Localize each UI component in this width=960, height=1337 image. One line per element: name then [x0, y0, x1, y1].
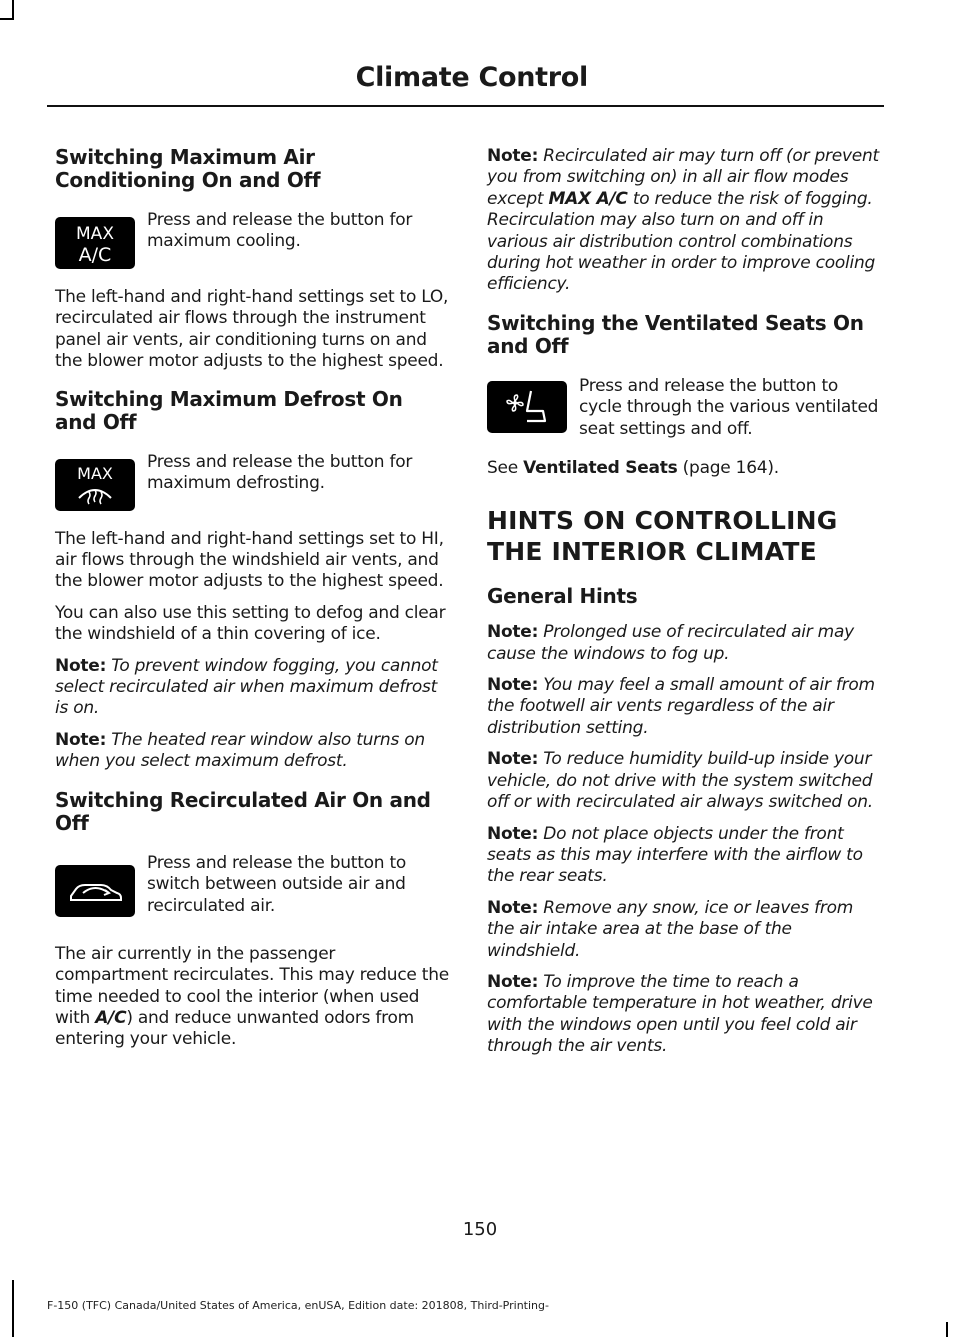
- footer-edition-info: F-150 (TFC) Canada/United States of America, enUSA, Edition date: 201808, Third-Printing-: [47, 1299, 549, 1312]
- note-text: Remove any snow, ice or leaves from the air intake area at the base of the windshield.: [487, 897, 854, 961]
- note-text: You may feel a small amount of air from the footwell air vents regardless of the air distribution setting.: [487, 675, 875, 738]
- crop-mark-bottom-right: [946, 1322, 948, 1337]
- max-defrost-row: [55, 452, 449, 516]
- note-text-after: to reduce the risk of fogging. Recirculation may also turn on and off in various air distribution control combinations during hot weather in order to improve cooling efficiency.: [487, 188, 876, 295]
- max-ac-paragraph: The left-hand and right-hand settings set to LO, recirculated air flows through the instrument panel air vents, air conditioning turns on and the blower motor adjusts to the highest speed.: [55, 287, 449, 372]
- crop-mark-top-left-h: [0, 18, 14, 20]
- general-note: [487, 898, 881, 962]
- max-ac-icon-line2: A/C: [78, 244, 112, 266]
- max-defrost-note-2: [55, 730, 449, 773]
- crop-mark-top-left: [12, 0, 14, 20]
- crop-mark-bottom-left: [12, 1280, 14, 1337]
- general-note: [487, 824, 881, 888]
- recirc-para-ac: A/C: [95, 1007, 127, 1028]
- ventilated-icon-text: Press and release the button to cycle through the various ventilated seat settings and off.: [579, 375, 879, 439]
- page-title: Climate Control: [355, 62, 588, 93]
- max-ac-icon-text: Press and release the button for maximum cooling.: [147, 210, 413, 252]
- note-label: Note:: [487, 749, 539, 770]
- note-text: Prolonged use of recirculated air may cause the windows to fog up.: [487, 622, 854, 664]
- ventilated-row: [487, 376, 881, 446]
- note-label: Note:: [487, 823, 539, 844]
- max-defrost-heading: Switching Maximum Defrost On and Off: [55, 386, 403, 434]
- ventilated-heading: Switching the Ventilated Seats On and Off: [487, 310, 864, 358]
- note-text: The heated rear window also turns on when you select maximum defrost.: [55, 729, 425, 772]
- note-label: Note:: [55, 655, 107, 676]
- max-defrost-note-1: [55, 656, 449, 720]
- max-defrost-icon-label: MAX: [77, 463, 113, 483]
- max-defrost-paragraph-2: You can also use this setting to defog and clear the windshield of a thin covering of ice.: [55, 602, 446, 645]
- max-ac-row: [55, 210, 449, 274]
- page-number: 150: [462, 1219, 498, 1240]
- general-note: [487, 972, 881, 1058]
- note-text: To prevent window fogging, you cannot select recirculated air when maximum defrost is on.: [55, 655, 438, 719]
- ventilated-seat-icon: [487, 381, 567, 433]
- right-column: [487, 146, 881, 1068]
- general-note: [487, 622, 881, 665]
- max-defrost-paragraph-1: The left-hand and right-hand settings set to HI, air flows through the windshield air vents, and the blower motor adjusts to the highest speed.: [55, 528, 444, 592]
- header-divider: [47, 105, 884, 107]
- note-label: Note:: [487, 675, 539, 696]
- note-text: To reduce humidity build-up inside your vehicle, do not drive with the system switched off or with recirculated air always switched on.: [487, 749, 873, 813]
- max-defrost-icon-text: Press and release the button for maximum defrosting.: [147, 451, 413, 494]
- general-hints-heading: General Hints: [487, 584, 638, 609]
- note-text-max-ac: MAX A/C: [548, 188, 628, 209]
- recirc-paragraph: [55, 944, 449, 1051]
- see-suffix: (page 164).: [682, 457, 779, 478]
- see-prefix: See: [487, 457, 518, 478]
- max-ac-heading: Switching Maximum Air Conditioning On and Off: [55, 145, 321, 192]
- max-defrost-icon: [55, 459, 135, 511]
- general-hints-notes: [487, 622, 881, 1057]
- note-label: Note:: [487, 622, 539, 643]
- ventilated-see: [487, 458, 881, 479]
- general-note: [487, 749, 881, 813]
- general-note: [487, 675, 881, 739]
- note-text: Do not place objects under the front seats as this may interfere with the airflow to the rear seats.: [487, 823, 863, 887]
- recirc-para-after: ) and reduce unwanted odors from entering your vehicle.: [55, 1007, 414, 1050]
- recirc-row: [55, 853, 449, 931]
- recirc-icon-text: Press and release the button to switch between outside air and recirculated air.: [147, 852, 407, 916]
- left-column: [55, 146, 449, 1061]
- recirc-icon: [55, 865, 135, 917]
- note-text: To improve the time to reach a comfortable temperature in hot weather, drive with the windows open until you feel cold air through the air vents.: [487, 971, 873, 1057]
- note-label: Note:: [487, 897, 539, 918]
- note-label: Note:: [487, 146, 539, 166]
- max-ac-icon: [55, 217, 135, 269]
- ventilated-seats-link[interactable]: Ventilated Seats: [523, 457, 678, 478]
- recirc-heading: Switching Recirculated Air On and Off: [55, 787, 431, 835]
- note-text-before: Recirculated air may turn off (or prevent you from switching on) in all air flow modes except: [487, 146, 879, 209]
- note-label: Note:: [487, 971, 539, 992]
- section-heading: HINTS ON CONTROLLING THE INTERIOR CLIMATE: [487, 506, 838, 567]
- recirc-para-before: The air currently in the passenger compartment recirculates. This may reduce the time needed to cool the interior (when used with: [55, 943, 449, 1028]
- recirc-note: [487, 146, 881, 296]
- max-ac-icon-line1: MAX: [76, 224, 114, 244]
- note-label: Note:: [55, 729, 107, 750]
